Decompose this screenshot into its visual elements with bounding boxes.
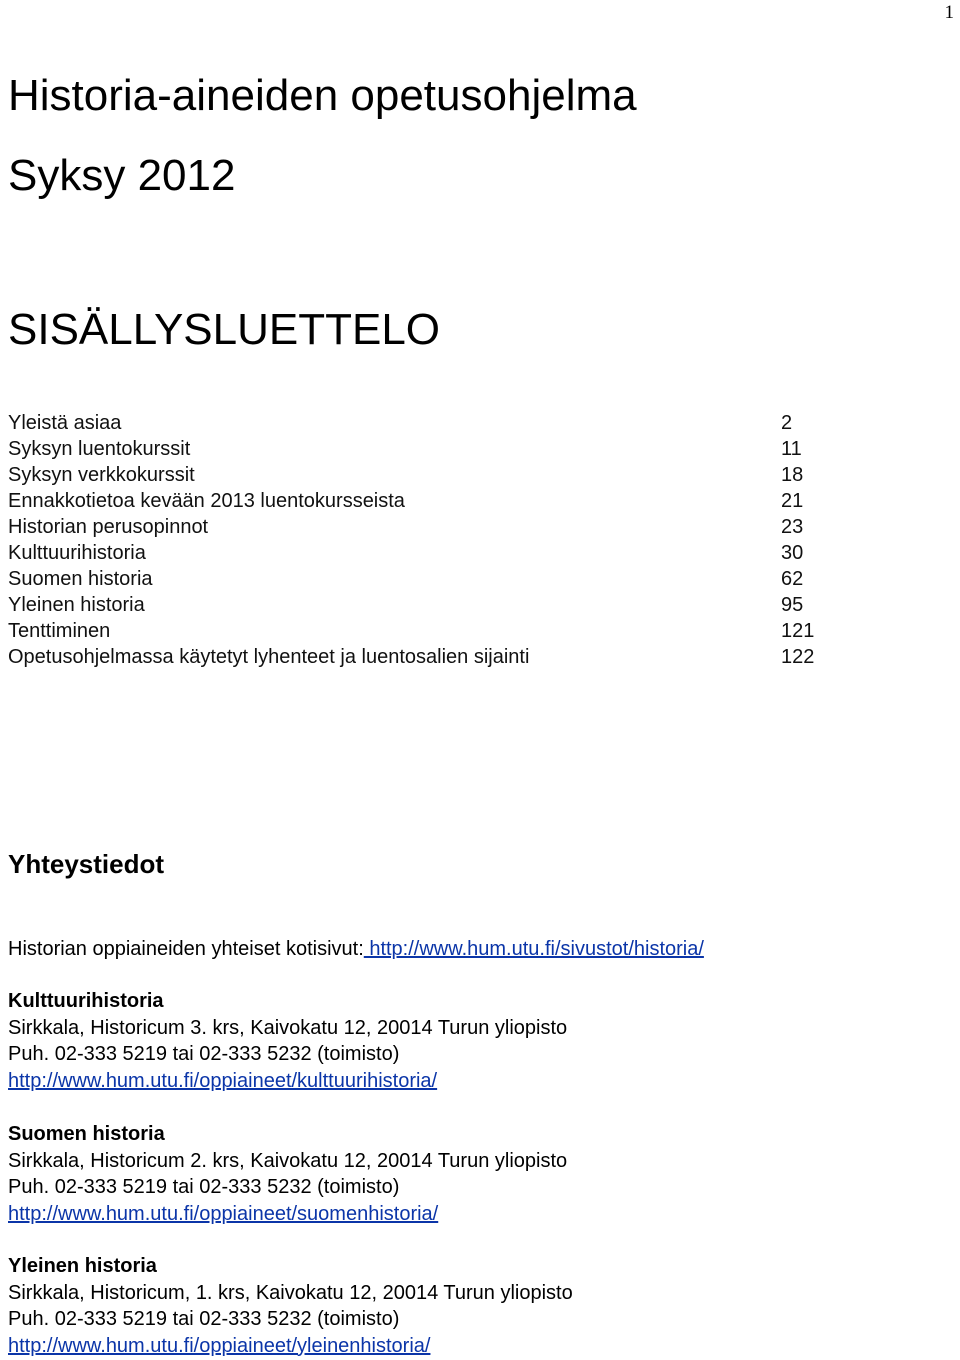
homepage-link[interactable]: http://www.hum.utu.fi/sivustot/historia/ [363, 938, 704, 960]
document-title: Historia-aineiden opetusohjelma [8, 71, 637, 120]
toc-item-page: 23 [781, 516, 804, 538]
table-of-contents [8, 410, 908, 670]
department-name: Kulttuurihistoria [8, 990, 164, 1012]
toc-item [8, 618, 908, 644]
toc-item-page: 122 [781, 646, 815, 668]
toc-item [8, 540, 908, 566]
page-number: 1 [944, 2, 954, 23]
shared-homepage [8, 935, 704, 963]
department-address: Sirkkala, Historicum 3. krs, Kaivokatu 12, 20014 Turun yliopisto [8, 1016, 568, 1039]
toc-item-label: Syksyn luentokurssit [8, 438, 191, 460]
document-subtitle: Syksy 2012 [8, 151, 236, 200]
toc-item-page: 2 [781, 412, 793, 434]
toc-item-label: Opetusohjelmassa käytetyt lyhenteet ja luentosalien sijainti [8, 646, 530, 668]
toc-item-page: 30 [781, 542, 804, 564]
toc-item [8, 410, 908, 436]
department-phone: Puh. 02-333 5219 tai 02-333 5232 (toimisto) [8, 1176, 400, 1198]
department-yleinen-historia [8, 1253, 573, 1359]
toc-item-page: 11 [781, 438, 802, 460]
toc-item-label: Suomen historia [8, 568, 153, 590]
toc-item-label: Ennakkotietoa kevään 2013 luentokursseista [8, 490, 405, 512]
toc-heading: SISÄLLYSLUETTELO [8, 305, 441, 354]
toc-item-page: 95 [781, 594, 804, 616]
toc-item [8, 462, 908, 488]
department-name: Yleinen historia [8, 1255, 157, 1277]
contact-heading: Yhteystiedot [8, 849, 165, 879]
department-link[interactable]: http://www.hum.utu.fi/oppiaineet/yleinenhistoria/ [8, 1334, 431, 1357]
department-suomen-historia [8, 1121, 567, 1227]
department-phone: Puh. 02-333 5219 tai 02-333 5232 (toimisto) [8, 1308, 400, 1330]
toc-item [8, 436, 908, 462]
toc-item-label: Yleinen historia [8, 594, 145, 616]
toc-item-label: Yleistä asiaa [8, 412, 122, 434]
toc-item-page: 21 [781, 490, 804, 512]
toc-item [8, 566, 908, 592]
toc-item-page: 121 [781, 620, 815, 642]
department-address: Sirkkala, Historicum, 1. krs, Kaivokatu 12, 20014 Turun yliopisto [8, 1281, 573, 1304]
toc-item-label: Kulttuurihistoria [8, 542, 146, 564]
toc-item-page: 18 [781, 464, 804, 486]
toc-item [8, 488, 908, 514]
department-link[interactable]: http://www.hum.utu.fi/oppiaineet/suomenhistoria/ [8, 1202, 439, 1225]
toc-item [8, 592, 908, 618]
department-link[interactable]: http://www.hum.utu.fi/oppiaineet/kulttuurihistoria/ [8, 1069, 438, 1092]
department-phone: Puh. 02-333 5219 tai 02-333 5232 (toimisto) [8, 1043, 400, 1065]
department-kulttuurihistoria [8, 988, 567, 1094]
toc-item [8, 514, 908, 540]
homepage-label: Historian oppiaineiden yhteiset kotisivut: [8, 938, 364, 960]
toc-item-label: Tenttiminen [8, 620, 111, 642]
toc-item [8, 644, 908, 670]
toc-item-page: 62 [781, 568, 804, 590]
department-name: Suomen historia [8, 1123, 165, 1145]
toc-item-label: Syksyn verkkokurssit [8, 464, 195, 486]
department-address: Sirkkala, Historicum 2. krs, Kaivokatu 12, 20014 Turun yliopisto [8, 1149, 568, 1172]
toc-item-label: Historian perusopinnot [8, 516, 209, 538]
